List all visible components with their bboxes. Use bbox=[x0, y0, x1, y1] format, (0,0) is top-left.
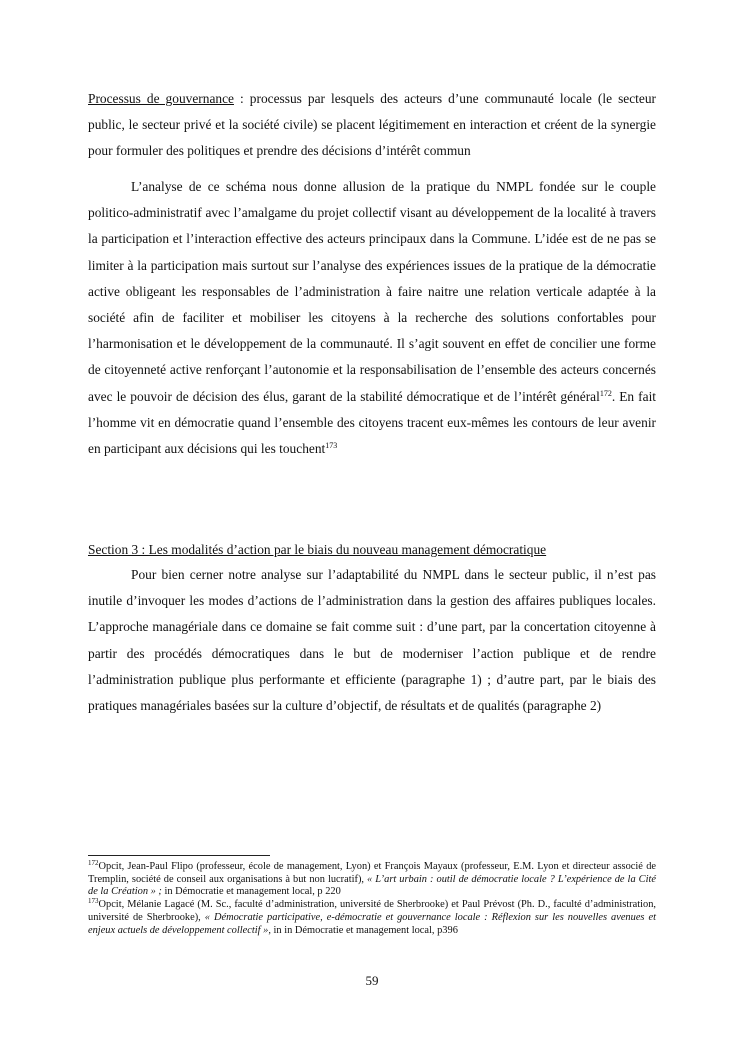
footnote-source: , in in Démocratie et management local, p396 bbox=[268, 924, 458, 936]
definition-paragraph bbox=[88, 86, 656, 165]
analysis-text-a: L’analyse de ce schéma nous donne allusion de la pratique du NMPL fondée sur le couple politico-administratif avec l’amalgame du projet collectif visant au développement de la localité à travers la participation et l’interaction effective des acteurs principaux dans la Commune. L’idée est de ne pas se limiter à la participation mais surtout sur l’analyse des expériences issues de la pratique de la démocratie active obligeant les responsables de l’administration à faire naitre une relation verticale adaptée à la société afin de faciliter et mobiliser les citoyens à la recherche des solutions confortables pour l’harmonisation et le développement de la communauté. Il s’agit souvent en effet de concilier une forme de citoyenneté active renforçant l’autonomie et la responsabilisation de l’ensemble des acteurs concernés avec le pouvoir de décision des élus, garant de la stabilité démocratique et de l’intérêt général bbox=[88, 179, 656, 404]
footnote-title: « L’art urbain : outil de démocratie locale ? L’expérience de la Cité de la Création » ; bbox=[88, 873, 656, 898]
section-paragraph: Pour bien cerner notre analyse sur l’adaptabilité du NMPL dans le secteur public, il n’est pas inutile d’invoquer les modes d’actions de l’administration dans la gestion des affaires publiques locales. L’approche managériale dans ce domaine se fait comme suit : d’une part, par la concertation citoyenne à partir des procédés démocratiques dans le but de moderniser l’action publique et de rendre l’administration publique plus performante et efficiente (paragraphe 1) ; d’autre part, par le biais des pratiques managériales basées sur la culture d’objectif, de résultats et de qualités (paragraphe 2) bbox=[88, 567, 656, 714]
analysis-paragraph bbox=[88, 174, 656, 462]
section-title: Section 3 : Les modalités d’action par le biais du nouveau management démocratique bbox=[88, 542, 547, 557]
footnotes bbox=[88, 861, 656, 937]
footnote-separator bbox=[88, 855, 270, 856]
footnote-number: 173 bbox=[88, 897, 99, 906]
definition-term: Processus de gouvernance bbox=[88, 91, 234, 106]
definition-text: : processus par lesquels des acteurs d’une communauté locale (le secteur public, le secteur privé et la société civile) se placent légitimement en interaction et créent de la synergie pour formuler des politiques et prendre des décisions d’intérêt commun bbox=[88, 91, 656, 159]
footnote-source: in Démocratie et management local, p 220 bbox=[161, 886, 341, 898]
footnote-text: Opcit, Jean-Paul Flipo (professeur, école de management, Lyon) et François Mayaux (professeur, E.M. Lyon et directeur associé de Tremplin, société de conseil aux organisations à but non lucratif), bbox=[88, 861, 656, 885]
footnote-text: Opcit, Mélanie Lagacé (M. Sc., faculté d’administration, université de Sherbrooke) et Paul Prévost (Ph. D., faculté d’administration, université de Sherbrooke), bbox=[88, 899, 656, 923]
footnote-number: 172 bbox=[88, 859, 99, 867]
analysis-text-b: . En fait l’homme vit en démocratie quand l’ensemble des citoyens tracent eux-mêmes les contours de leur avenir en participant aux décisions qui les touchent bbox=[88, 388, 657, 457]
footnote-173 bbox=[88, 899, 656, 937]
footnote-172 bbox=[88, 861, 656, 899]
page-number: 59 bbox=[365, 973, 379, 988]
footnote-ref-173[interactable]: 173 bbox=[325, 441, 338, 451]
footnote-title: « Démocratie participative, e-démocratie et gouvernance locale : Réflexion sur les nouvelles avenues et enjeux actuels de développement collectif » bbox=[88, 911, 656, 936]
footnote-ref-172[interactable]: 172 bbox=[599, 388, 612, 398]
